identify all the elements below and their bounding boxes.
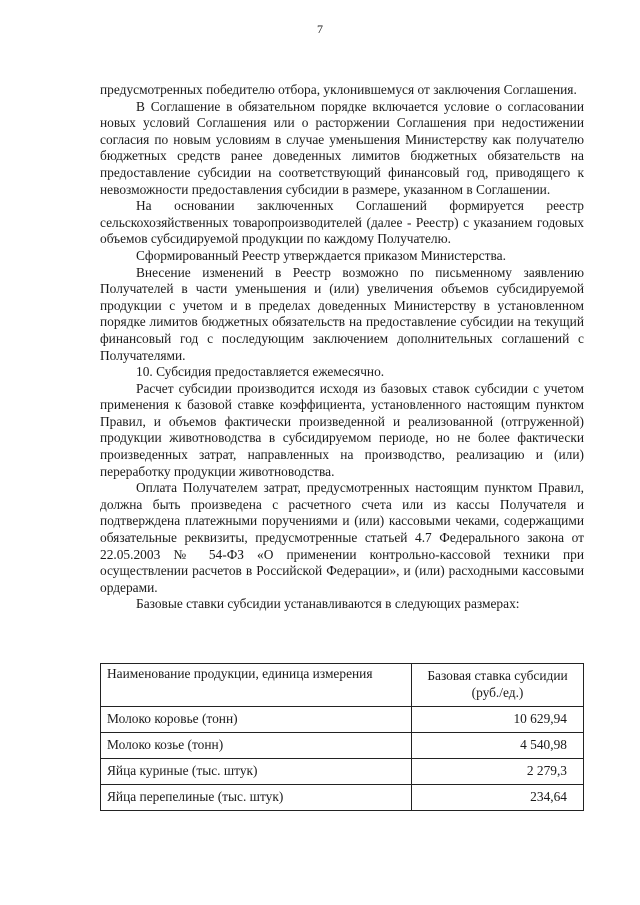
table-row: [101, 785, 584, 811]
paragraph: Сформированный Реестр утверждается приказом Министерства.: [136, 247, 506, 263]
rate-value-cell: 4 540,98: [412, 733, 584, 759]
table-header-row: [101, 664, 584, 707]
page-number: 7: [317, 22, 323, 36]
column-header-product: Наименование продукции, единица измерения: [101, 664, 412, 707]
paragraph: предусмотренных победителю отбора, уклонившемуся от заключения Соглашения.: [100, 82, 577, 97]
rate-value-cell: 2 279,3: [412, 759, 584, 785]
paragraph: На основании заключенных Соглашений формируется реестр сельскохозяйственных товаропроизводителей (далее - Реестр) с указанием годовых объемов субсидируемой продукции по каждому Получателю.: [100, 198, 584, 247]
column-header-rate: Базовая ставка субсидии (руб./ед.): [412, 664, 584, 707]
product-name-cell: Яйца перепелиные (тыс. штук): [101, 785, 412, 811]
paragraph: 10. Субсидия предоставляется ежемесячно.: [136, 364, 385, 380]
table-row: [101, 707, 584, 733]
paragraph: Оплата Получателем затрат, предусмотренных настоящим пунктом Правил, должна быть произведена с расчетного счета или из кассы Получателя и подтверждена платежными поручениями и (или) кассовыми чеками, содержащими обязательные реквизиты, предусмотренные статьей 4.7 Федерального закона от 22.05.2003 № 54-ФЗ «О применении контрольно-кассовой техники при осуществлении расчетов в Российской Федерации», и (или) расходными кассовыми ордерами.: [100, 480, 584, 595]
subsidy-rates-table: [100, 663, 584, 811]
paragraph: Внесение изменений в Реестр возможно по письменному заявлению Получателей в части уменьшения и (или) увеличения объемов субсидируемой продукции с учетом и в пределах доведенных Министерству в установленном порядке лимитов бюджетных обязательств на предоставление субсидии на текущий финансовый год с последующим заключением дополнительных соглашений с Получателями.: [100, 264, 584, 363]
rate-value-cell: 234,64: [412, 785, 584, 811]
table-row: [101, 759, 584, 785]
product-name-cell: Молоко коровье (тонн): [101, 707, 412, 733]
paragraph: Расчет субсидии производится исходя из базовых ставок субсидии с учетом применения к базовой ставке коэффициента, установленного настоящим пунктом Правил, и объемов фактически произведенной и реализованной (отгруженной) продукции животноводства в субсидируемом периоде, но не более фактически произведенных затрат, направленных на производство, реализацию и (или) переработку продукции животноводства.: [100, 380, 584, 479]
paragraph: В Соглашение в обязательном порядке включается условие о согласовании новых условий Соглашения или о расторжении Соглашения при недостижении согласия по новым условиям в случае уменьшения Министерству как получателю бюджетных средств ранее доведенных лимитов бюджетных обязательств на предоставление субсидии на соответствующий финансовый год, приводящего к невозможности предоставления субсидии в размере, указанном в Соглашении.: [100, 98, 584, 197]
paragraph: Базовые ставки субсидии устанавливаются в следующих размерах:: [136, 596, 520, 612]
document-body: [100, 82, 584, 613]
table-row: [101, 733, 584, 759]
product-name-cell: Яйца куриные (тыс. штук): [101, 759, 412, 785]
product-name-cell: Молоко козье (тонн): [101, 733, 412, 759]
rate-value-cell: 10 629,94: [412, 707, 584, 733]
